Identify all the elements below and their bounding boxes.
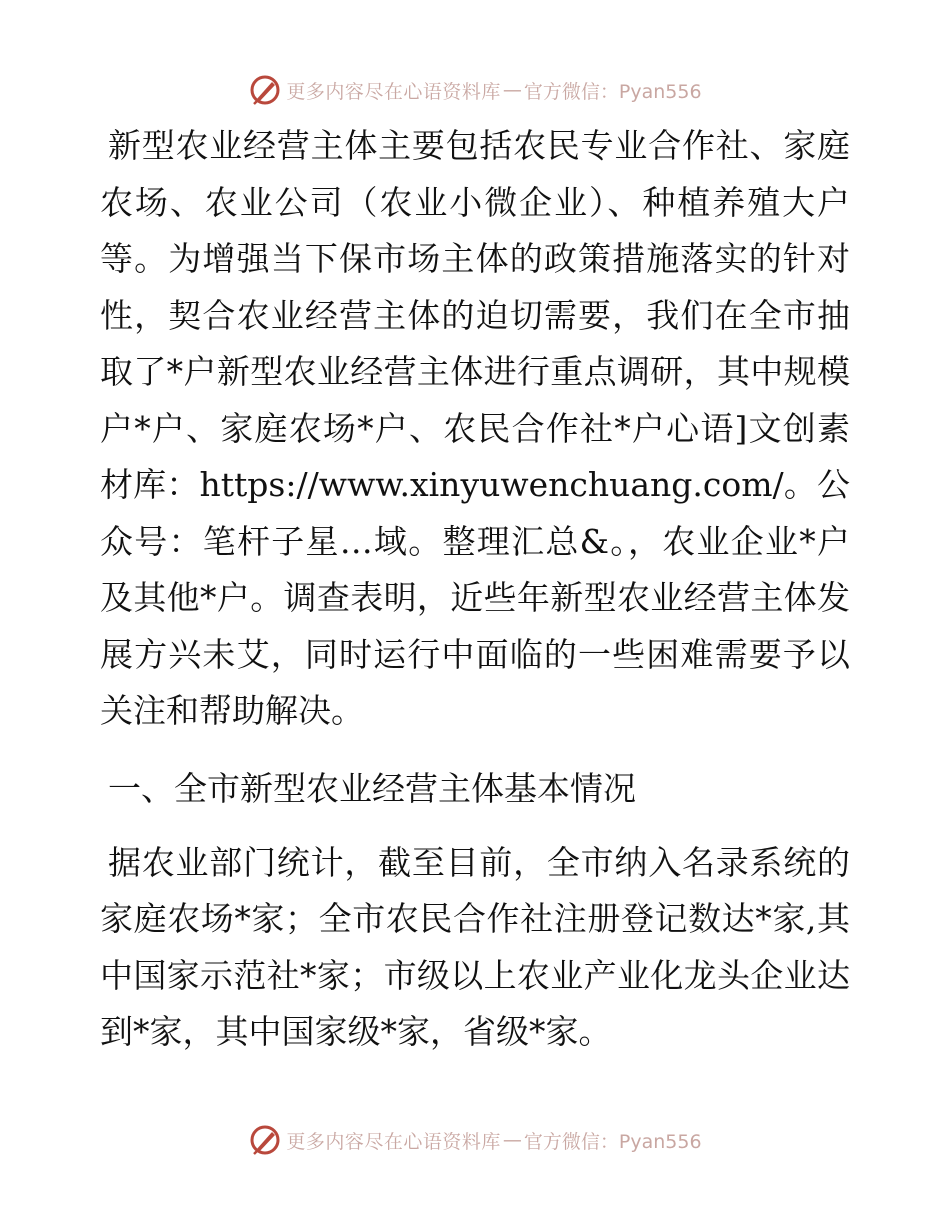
watermark-separator: —: [502, 79, 522, 101]
watermark-wechat-text: 官方微信：Pyan556: [523, 1130, 702, 1153]
quill-circle-logo-icon: [248, 1123, 282, 1157]
paragraph-intro: 新型农业经营主体主要包括农民专业合作社、家庭农场、农业公司（农业小微企业）、种植养殖大户等。为增强当下保市场主体的政策措施落实的针对性，契合农业经营主体的迫切需要，我们在全市抽取了*户新型农业经营主体进行重点调研，其中规模户*户、家庭农场*户、农民合作社*户心语]文创素材库：https://www.xinyuwenchuang.com/。公众号：笔杆子星…域。整理汇总&。，农业企业*户及其他*户。调查表明，近些年新型农业经营主体发展方兴未艾，同时运行中面临的一些困难需要予以关注和帮助解决。: [100, 126, 850, 730]
section-heading-1: 一、全市新型农业经营主体基本情况: [108, 768, 636, 808]
watermark-site-text: 更多内容尽在心语资料库: [286, 80, 501, 103]
header-watermark: [0, 70, 950, 110]
footer-watermark: [0, 1120, 950, 1160]
paragraph-statistics: 据农业部门统计，截至目前，全市纳入名录系统的家庭农场*家；全市农民合作社注册登记数达*家,其中国家示范社*家；市级以上农业产业化龙头企业达到*家，其中国家级*家，省级*家。: [100, 842, 850, 1051]
watermark-separator: —: [502, 1129, 522, 1151]
watermark-wechat-text: 官方微信：Pyan556: [523, 80, 702, 103]
document-body: [100, 118, 850, 1061]
quill-circle-logo-icon: [248, 73, 282, 107]
watermark-site-text: 更多内容尽在心语资料库: [286, 1130, 501, 1153]
